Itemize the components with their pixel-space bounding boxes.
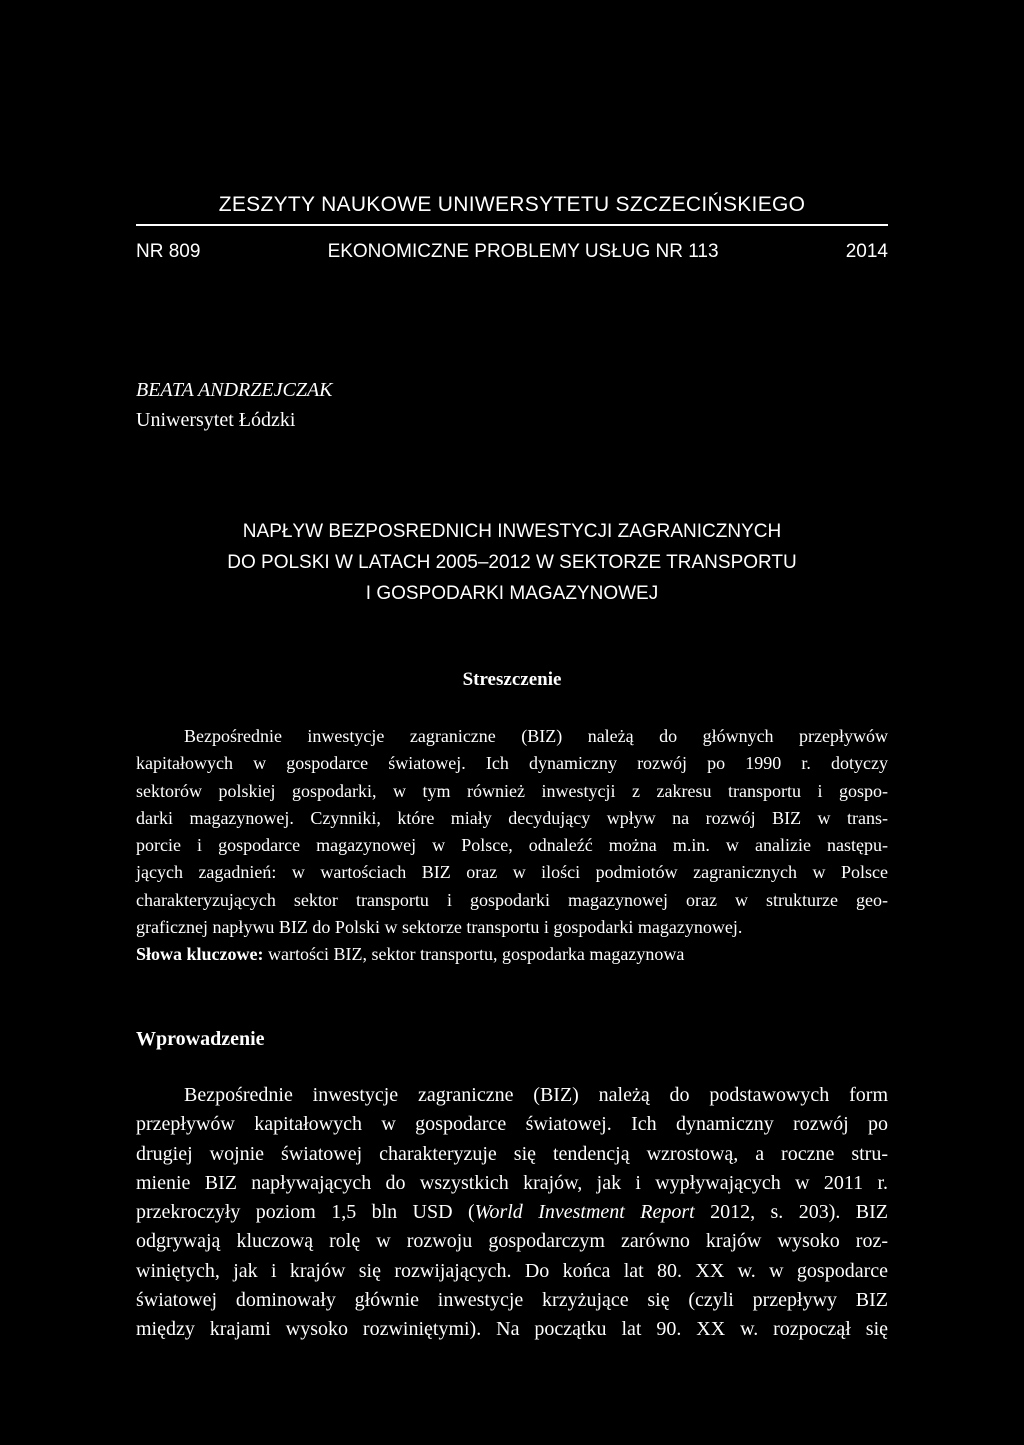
intro-line: światowej dominowały głównie inwestycje krzyżujące się (czyli przepływy BIZ — [136, 1289, 888, 1312]
issue-row — [136, 240, 888, 264]
abstract-line: graficznej napływu BIZ do Polski w sektorze transportu i gospodarki magazynowej. — [136, 917, 743, 938]
abstract-line: sektorów polskiej gospodarki, w tym również inwestycji z zakresu transportu i gospo- — [136, 780, 888, 801]
article-title — [136, 516, 888, 609]
intro-line: między krajami wysoko rozwiniętymi). Na początku lat 90. XX w. rozpoczął się — [136, 1318, 888, 1341]
intro-line-text: przekroczyły poziom 1,5 bln USD ( — [136, 1201, 475, 1224]
abstract-line: darki magazynowej. Czynniki, które miały decydujący wpływ na rozwój BIZ w trans- — [136, 807, 888, 828]
intro-line-citation — [136, 1198, 888, 1227]
intro-line: odgrywają kluczową rolę w rozwoju gospodarczym zarówno krajów wysoko roz- — [136, 1230, 888, 1253]
article-title-line: NAPŁYW BEZPOSREDNICH INWESTYCJI ZAGRANICZNYCH — [242, 521, 782, 542]
intro-line: winiętych, jak i krajów się rozwijających. Do końca lat 80. XX w. w gospodarce — [136, 1259, 888, 1282]
intro-line: przepływów kapitałowych w gospodarce światowej. Ich dynamiczny rozwój po — [136, 1113, 888, 1136]
intro-line-text: 2012, s. 203). BIZ — [694, 1201, 888, 1224]
keywords-label: Słowa kluczowe: — [136, 944, 264, 965]
abstract-heading: Streszczenie — [462, 669, 562, 690]
header-rule — [136, 224, 888, 226]
intro-line: mienie BIZ napływających do wszystkich krajów, jak i wypływających w 2011 r. — [136, 1171, 888, 1194]
article-title-line: I GOSPODARKI MAGAZYNOWEJ — [365, 583, 659, 604]
author-name: BEATA ANDRZEJCZAK — [136, 379, 333, 401]
abstract-line: Bezpośrednie inwestycje zagraniczne (BIZ) należą do głównych przepływów — [184, 726, 888, 746]
author-affiliation: Uniwersytet Łódzki — [136, 409, 296, 431]
series-title: EKONOMICZNE PROBLEMY USŁUG NR 113 — [327, 241, 719, 262]
introduction-heading: Wprowadzenie — [136, 1028, 265, 1050]
article-title-line: DO POLSKI W LATACH 2005–2012 W SEKTORZE TRANSPORTU — [227, 552, 797, 573]
cited-report-title: World Investment Report — [474, 1201, 695, 1224]
abstract-line: jących zagadnień: w wartościach BIZ oraz w ilości podmiotów zagranicznych w Polsce — [136, 862, 888, 883]
keywords-line — [136, 941, 888, 968]
abstract-line: kapitałowych w gospodarce światowej. Ich dynamiczny rozwój po 1990 r. dotyczy — [136, 753, 888, 774]
abstract-body — [136, 723, 888, 969]
journal-title: ZESZYTY NAUKOWE UNIWERSYTETU SZCZECIŃSKIEGO — [218, 193, 806, 216]
abstract-line: charakteryzujących sektor transportu i gospodarki magazynowej oraz w strukturze geo- — [136, 889, 888, 910]
issue-number: NR 809 — [136, 241, 201, 262]
keywords-text: wartości BIZ, sektor transportu, gospodarka magazynowa — [263, 944, 685, 965]
intro-line: Bezpośrednie inwestycje zagraniczne (BIZ) należą do podstawowych form — [184, 1084, 888, 1106]
abstract-line: porcie i gospodarce magazynowej w Polsce, odnaleźć można m.in. w analizie następu- — [136, 835, 888, 856]
intro-line: drugiej wojnie światowej charakteryzuje się tendencją wzrostową, a roczne stru- — [136, 1142, 888, 1165]
issue-year: 2014 — [845, 241, 888, 262]
introduction-body — [136, 1081, 888, 1345]
